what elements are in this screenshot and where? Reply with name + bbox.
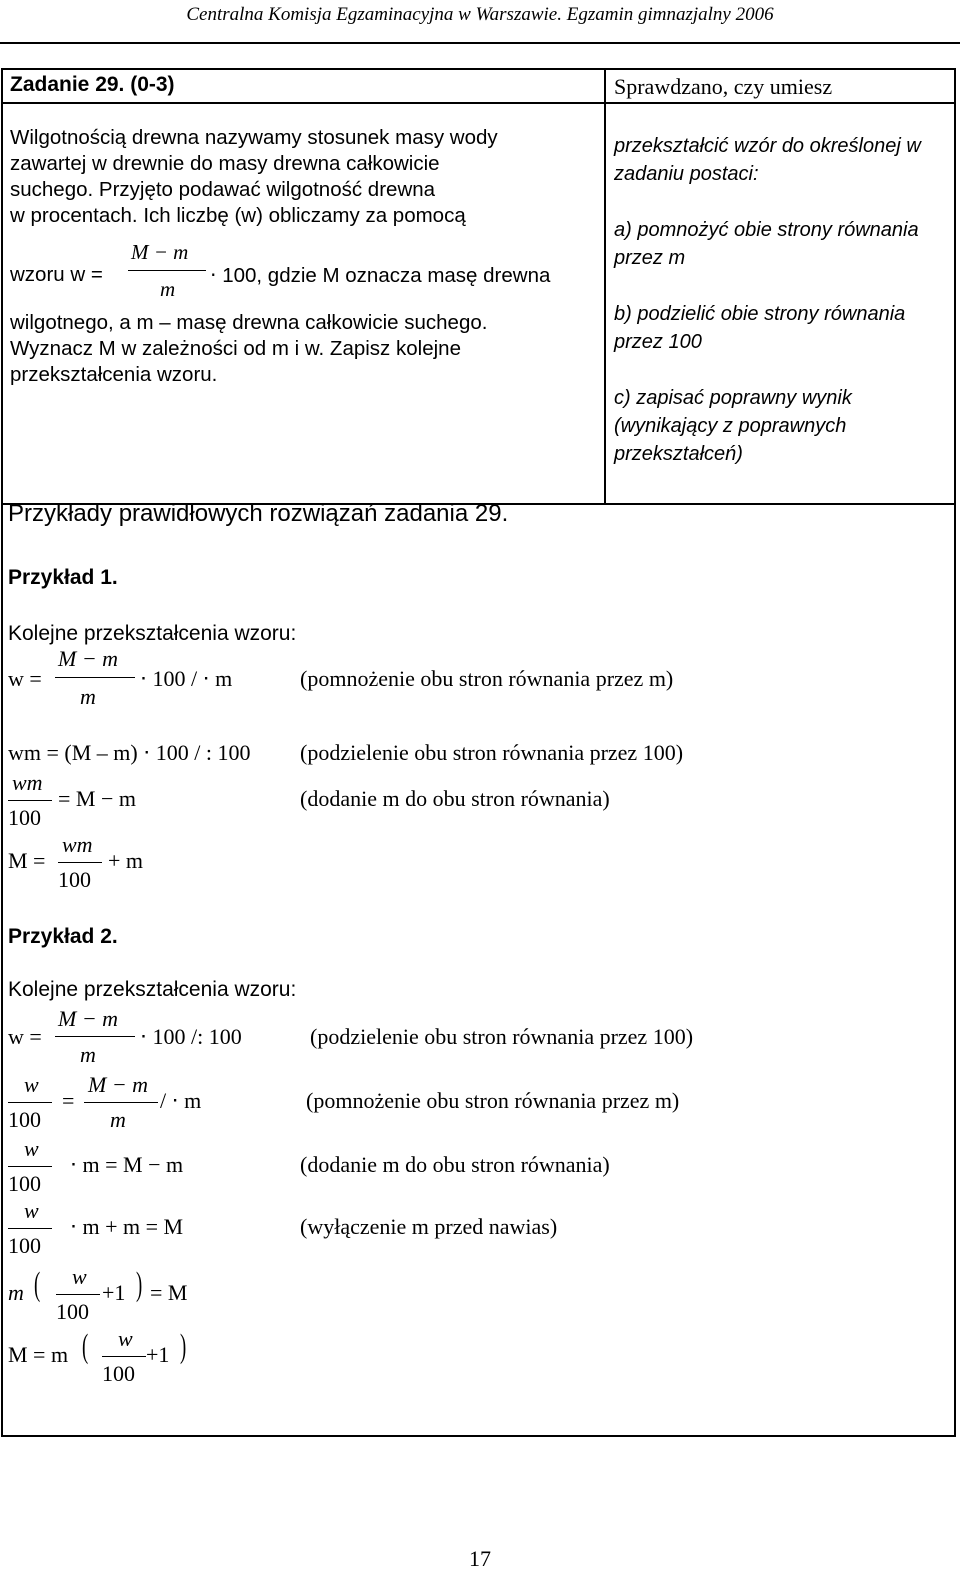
ex1-l1-rest: ⋅ 100 / ⋅ m — [140, 666, 233, 691]
ex2-l4-rest: ⋅ m + m = M — [70, 1214, 184, 1239]
ex2-l1-num: M − m — [58, 1006, 119, 1031]
task-formula-numerator: M − m — [131, 240, 189, 264]
ex2-l1-lhs: w = — [8, 1024, 42, 1049]
task-title: Zadanie 29. (0-3) — [10, 73, 175, 96]
ex1-l3-note: (dodanie m do obu stron równania) — [300, 786, 610, 811]
ex1-l1-den: m — [80, 684, 96, 709]
ex1-l3-rest: = M − m — [58, 786, 136, 811]
ex2-l2-rest: / ⋅ m — [160, 1088, 202, 1113]
ex2-l3-num: w — [24, 1136, 39, 1161]
ex2-l6-fraction-bar — [102, 1356, 146, 1357]
skills-title: Sprawdzano, czy umiesz — [614, 74, 833, 99]
table-header-rule — [1, 102, 956, 104]
skills-list — [614, 132, 944, 496]
ex2-l5-lhs: m — [8, 1280, 24, 1305]
example2-intro: Kolejne przekształcenia wzoru: — [8, 978, 297, 1001]
ex1-l3-num: wm — [12, 770, 43, 795]
example1-intro: Kolejne przekształcenia wzoru: — [8, 622, 297, 645]
ex1-l4-num: wm — [62, 832, 93, 857]
header-rule — [0, 42, 960, 44]
ex2-l3-den: 100 — [8, 1171, 41, 1196]
task-line: przekształcenia wzoru. — [10, 363, 218, 386]
ex2-l6-den: 100 — [102, 1361, 135, 1386]
ex1-l1-lhs: w = — [8, 666, 42, 691]
ex2-l5-rest: = M — [150, 1280, 188, 1305]
ex1-l3-den: 100 — [8, 805, 41, 830]
ex2-l3-note: (dodanie m do obu stron równania) — [300, 1152, 610, 1177]
ex1-l1-num: M − m — [58, 646, 119, 671]
task-line: zawartej w drewnie do masy drewna całkowicie — [10, 152, 440, 175]
ex2-l5-fraction-bar — [56, 1294, 100, 1295]
ex2-l2-note: (pomnożenie obu stron równania przez m) — [306, 1088, 680, 1113]
task-formula-denominator: m — [160, 277, 176, 301]
ex2-l4-den: 100 — [8, 1233, 41, 1258]
ex2-l2-fraction-bar — [8, 1102, 52, 1103]
task-formula-fraction-bar — [128, 270, 206, 271]
skill-item: przekształcić wzór do określonej w zadaniu postaci: — [614, 135, 921, 185]
ex2-l5-plus: +1 — [102, 1280, 126, 1305]
ex1-l4-fraction-bar — [58, 862, 102, 863]
ex2-l3-rest: ⋅ m = M − m — [70, 1152, 184, 1177]
ex1-l4-den: 100 — [58, 867, 91, 892]
task-line: w procentach. Ich liczbę (w) obliczamy za pomocą — [10, 204, 466, 227]
task-line: Wyznacz M w zależności od m i w. Zapisz kolejne — [10, 337, 461, 360]
ex2-l5-open-paren: ( — [34, 1266, 41, 1303]
ex2-l2-fraction-bar2 — [84, 1102, 158, 1103]
example2-title: Przykład 2. — [8, 925, 118, 948]
ex2-l6-plus: +1 — [146, 1342, 170, 1367]
ex2-l5-den: 100 — [56, 1299, 89, 1324]
ex2-l2-num2: M − m — [88, 1072, 149, 1097]
task-formula-suffix: ⋅ 100, gdzie M oznacza masę drewna — [210, 264, 551, 287]
task-text-after — [10, 310, 598, 388]
task-line: wilgotnego, a m – masę drewna całkowicie suchego. — [10, 311, 488, 334]
ex2-l4-fraction-bar — [8, 1228, 52, 1229]
ex1-l1-fraction-bar — [55, 677, 135, 678]
ex2-l5-num: w — [72, 1264, 87, 1289]
task-line: Wilgotnością drewna nazywamy stosunek masy wody — [10, 126, 498, 149]
task-line: suchego. Przyjęto podawać wilgotność drewna — [10, 178, 436, 201]
ex2-l4-note: (wyłączenie m przed nawias) — [300, 1214, 558, 1239]
skill-item: b) podzielić obie strony równania przez 100 — [614, 303, 906, 353]
ex2-l3-fraction-bar — [8, 1166, 52, 1167]
examples-heading: Przykłady prawidłowych rozwiązań zadania 29. — [8, 500, 509, 527]
ex1-l1-note: (pomnożenie obu stron równania przez m) — [300, 666, 674, 691]
task-formula-prefix: wzoru w = — [10, 263, 103, 286]
ex1-l2-note: (podzielenie obu stron równania przez 100) — [300, 740, 684, 765]
ex2-l2-den: 100 — [8, 1107, 41, 1132]
ex2-l1-fraction-bar — [55, 1036, 135, 1037]
ex2-l6-lhs: M = m — [8, 1342, 69, 1367]
page-number: 17 — [469, 1546, 491, 1571]
table-column-divider — [604, 68, 606, 504]
ex2-l6-num: w — [118, 1326, 133, 1351]
skill-item: a) pomnożyć obie strony równania przez m — [614, 219, 919, 269]
ex2-l2-num: w — [24, 1072, 39, 1097]
skill-item: c) zapisać poprawny wynik (wynikający z poprawnych przekształceń) — [614, 387, 852, 465]
ex2-l2-den2: m — [110, 1107, 126, 1132]
ex1-l3-fraction-bar — [8, 800, 52, 801]
example1-title: Przykład 1. — [8, 566, 118, 589]
ex2-l5-close-paren: ) — [136, 1266, 143, 1303]
ex2-l6-open-paren: ( — [82, 1328, 89, 1365]
ex2-l1-rest: ⋅ 100 /: 100 — [140, 1024, 242, 1049]
ex1-l4-rest: + m — [108, 848, 144, 873]
ex2-l2-eq: = — [62, 1088, 75, 1113]
ex2-l1-note: (podzielenie obu stron równania przez 100) — [310, 1024, 694, 1049]
task-text — [10, 125, 598, 229]
ex1-l2: wm = (M – m) ⋅ 100 / : 100 — [8, 740, 251, 765]
ex1-l4-lhs: M = — [8, 848, 46, 873]
ex2-l6-close-paren: ) — [180, 1328, 187, 1365]
page-header: Centralna Komisja Egzaminacyjna w Warszawie. Egzamin gimnazjalny 2006 — [186, 4, 774, 25]
ex2-l4-num: w — [24, 1198, 39, 1223]
ex2-l1-den: m — [80, 1042, 96, 1067]
